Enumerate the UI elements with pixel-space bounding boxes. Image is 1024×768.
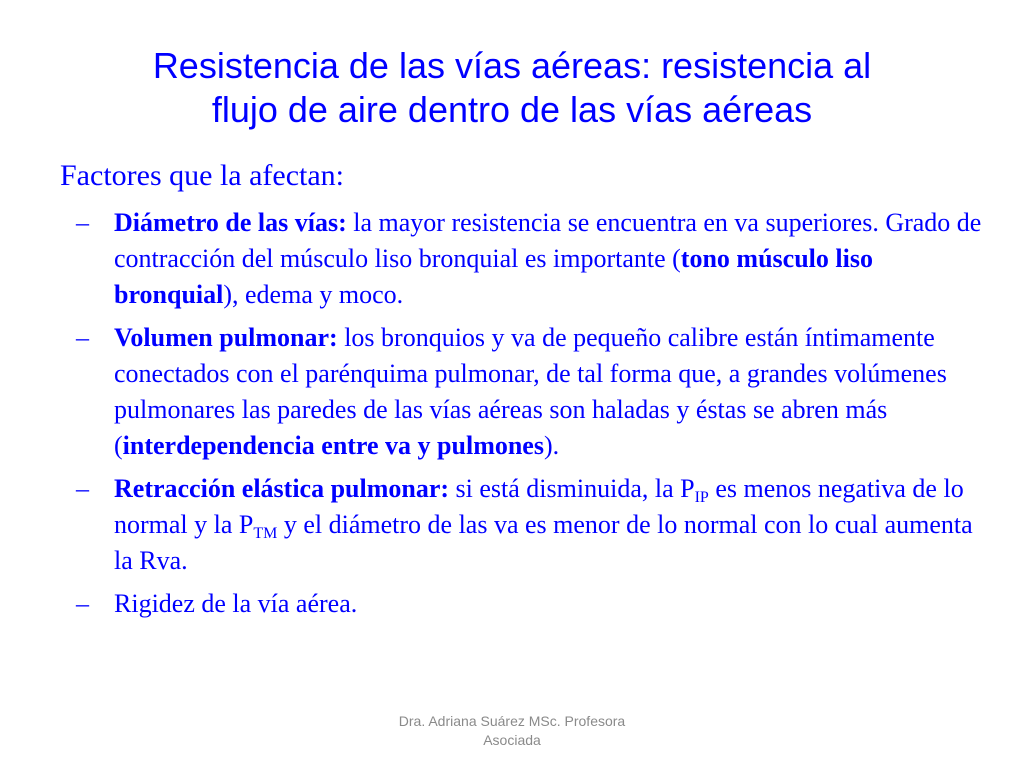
bullet-text: si está disminuida, la P	[449, 474, 695, 503]
bullet-text: y el diámetro de las va es menor de lo normal con lo cual aumenta la Rva.	[114, 510, 973, 575]
slide-title-line-1: Resistencia de las vías aéreas: resistencia al	[152, 45, 872, 86]
bullet-elastic-recoil	[76, 471, 996, 579]
bullet-dash: –	[76, 208, 89, 237]
bullet-text: ), edema y moco.	[223, 280, 404, 309]
bullet-term: Retracción elástica pulmonar:	[114, 474, 450, 503]
subscript-ip: IP	[694, 489, 709, 506]
bullet-text: los bronquios y va de pequeño calibre están íntimamente conectados con el parénquima pulmonar, de tal forma que, a grandes volúmenes pulmonares las paredes de las vías aéreas son haladas y éstas se abren más (	[114, 323, 947, 460]
footer-credit	[352, 712, 672, 750]
slide-title	[40, 44, 984, 132]
bullet-dash: –	[76, 589, 89, 618]
bullet-text: ).	[543, 431, 560, 460]
bullet-text: la mayor resistencia se encuentra en va superiores. Grado de contracción del músculo liso bronquial es importante (	[114, 208, 982, 273]
slide-title-line-2: flujo de aire dentro de las vías aéreas	[211, 89, 813, 130]
bullet-dash: –	[76, 474, 89, 503]
factors-list	[76, 205, 996, 629]
bullet-term: Diámetro de las vías:	[114, 208, 347, 237]
footer-line-1: Dra. Adriana Suárez MSc. Profesora	[398, 713, 626, 729]
bullet-emphasis: interdependencia entre va y pulmones	[122, 431, 544, 460]
bullet-text: es menos negativa de lo normal y la P	[114, 474, 964, 539]
bullet-lung-volume	[76, 320, 996, 464]
bullet-airway-rigidity	[76, 586, 996, 622]
bullet-text: Rigidez de la vía aérea.	[114, 589, 358, 618]
bullet-dash: –	[76, 323, 89, 352]
bullet-airway-diameter	[76, 205, 996, 313]
bullet-term: Volumen pulmonar:	[114, 323, 338, 352]
subscript-tm: TM	[253, 525, 278, 542]
footer-line-2: Asociada	[483, 732, 541, 748]
bullet-emphasis: tono músculo liso bronquial	[114, 244, 873, 309]
factors-heading: Factores que la afectan:	[60, 159, 345, 192]
